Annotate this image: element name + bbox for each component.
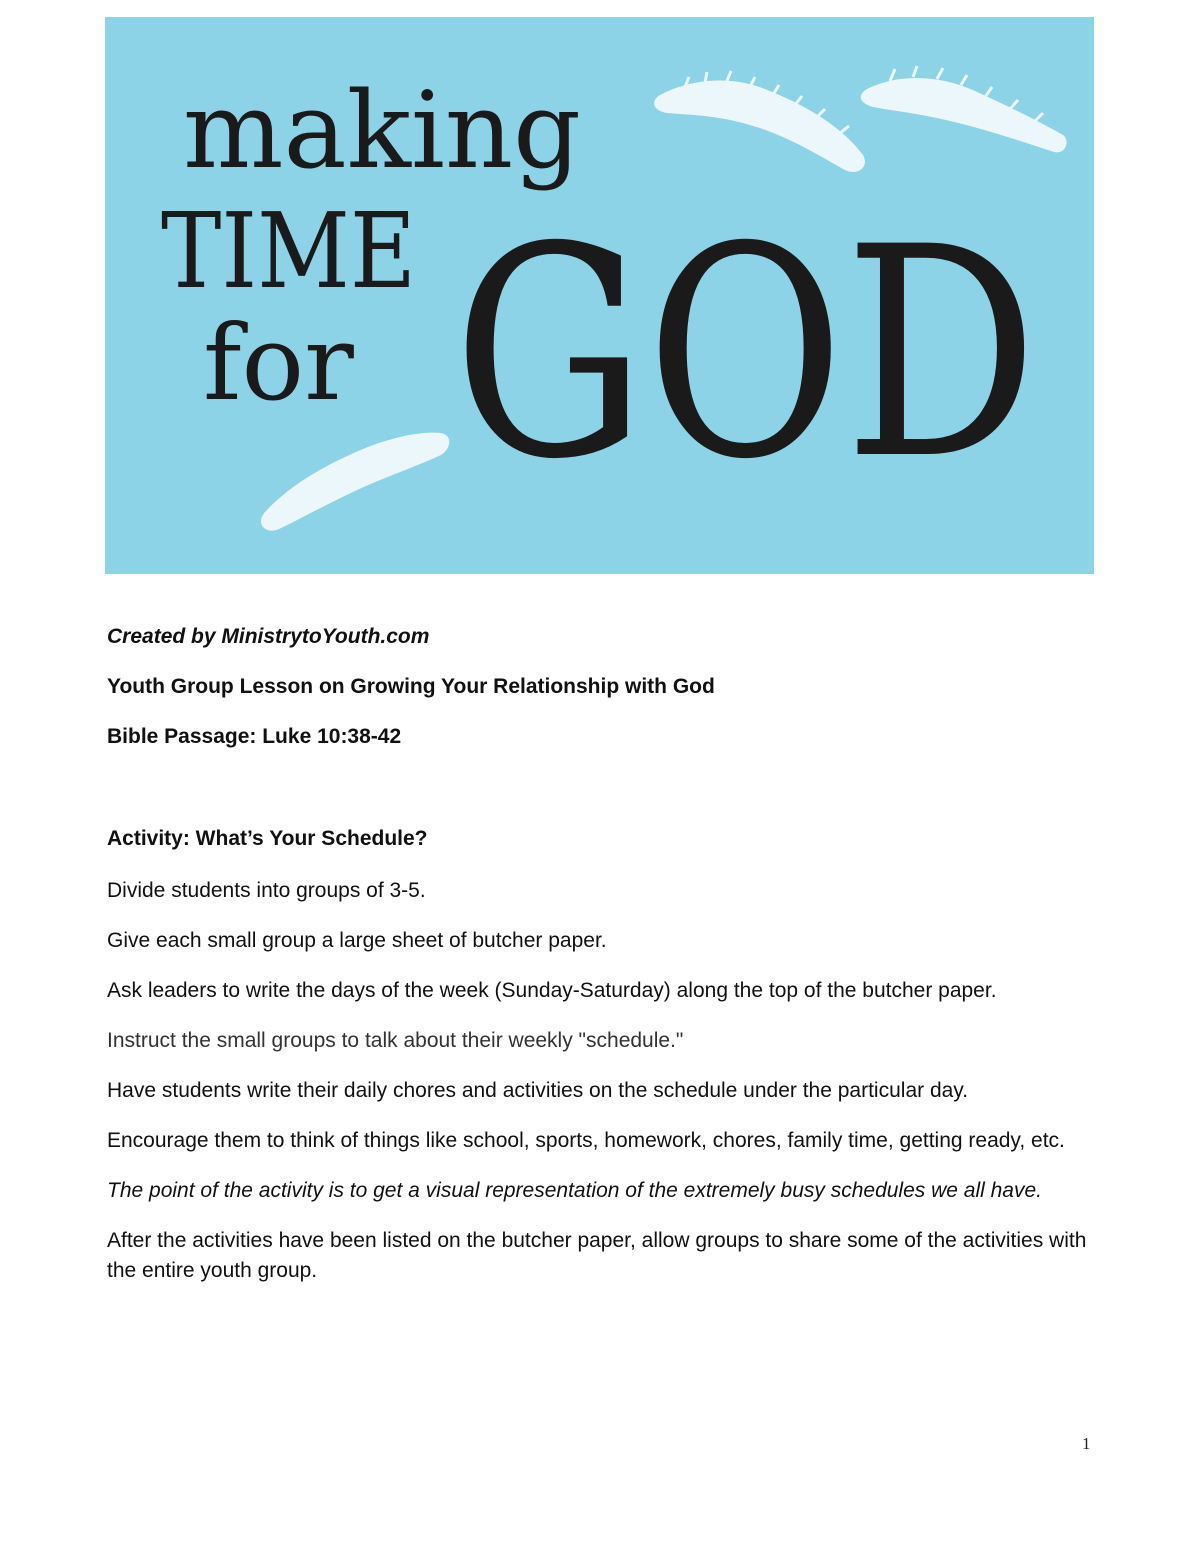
credit-line: Created by MinistrytoYouth.com [107,625,430,648]
banner-title-god: GOD [453,186,1038,523]
lesson-title: Youth Group Lesson on Growing Your Relationship with God [107,675,715,698]
paragraph-days-of-week: Ask leaders to write the days of the week (Sunday-Saturday) along the top of the butcher paper. [107,979,997,1002]
paragraph-share-activities: After the activities have been listed on the butcher paper, allow groups to share some of the activities with the entire youth group. [107,1229,1087,1282]
paragraph-encourage: Encourage them to think of things like school, sports, homework, chores, family time, getting ready, etc. [107,1129,1065,1152]
lesson-content [107,622,1087,1306]
title-banner [105,17,1094,574]
activity-heading: Activity: What’s Your Schedule? [107,827,428,850]
bible-passage: Bible Passage: Luke 10:38-42 [107,725,402,748]
paragraph-butcher-paper: Give each small group a large sheet of butcher paper. [107,929,607,952]
banner-title-for: for [203,302,354,424]
paragraph-daily-chores: Have students write their daily chores and activities on the schedule under the particular day. [107,1079,969,1102]
page-number: 1 [1082,1434,1091,1453]
banner-title-time: TIME [161,190,416,312]
banner-artwork [105,17,1094,574]
paragraph-point-of-activity: The point of the activity is to get a visual representation of the extremely busy schedules we all have. [107,1179,1043,1202]
paragraph-weekly-schedule: Instruct the small groups to talk about their weekly "schedule." [107,1029,684,1052]
paragraph-divide-students: Divide students into groups of 3-5. [107,879,426,902]
banner-title-making: making [183,69,581,192]
